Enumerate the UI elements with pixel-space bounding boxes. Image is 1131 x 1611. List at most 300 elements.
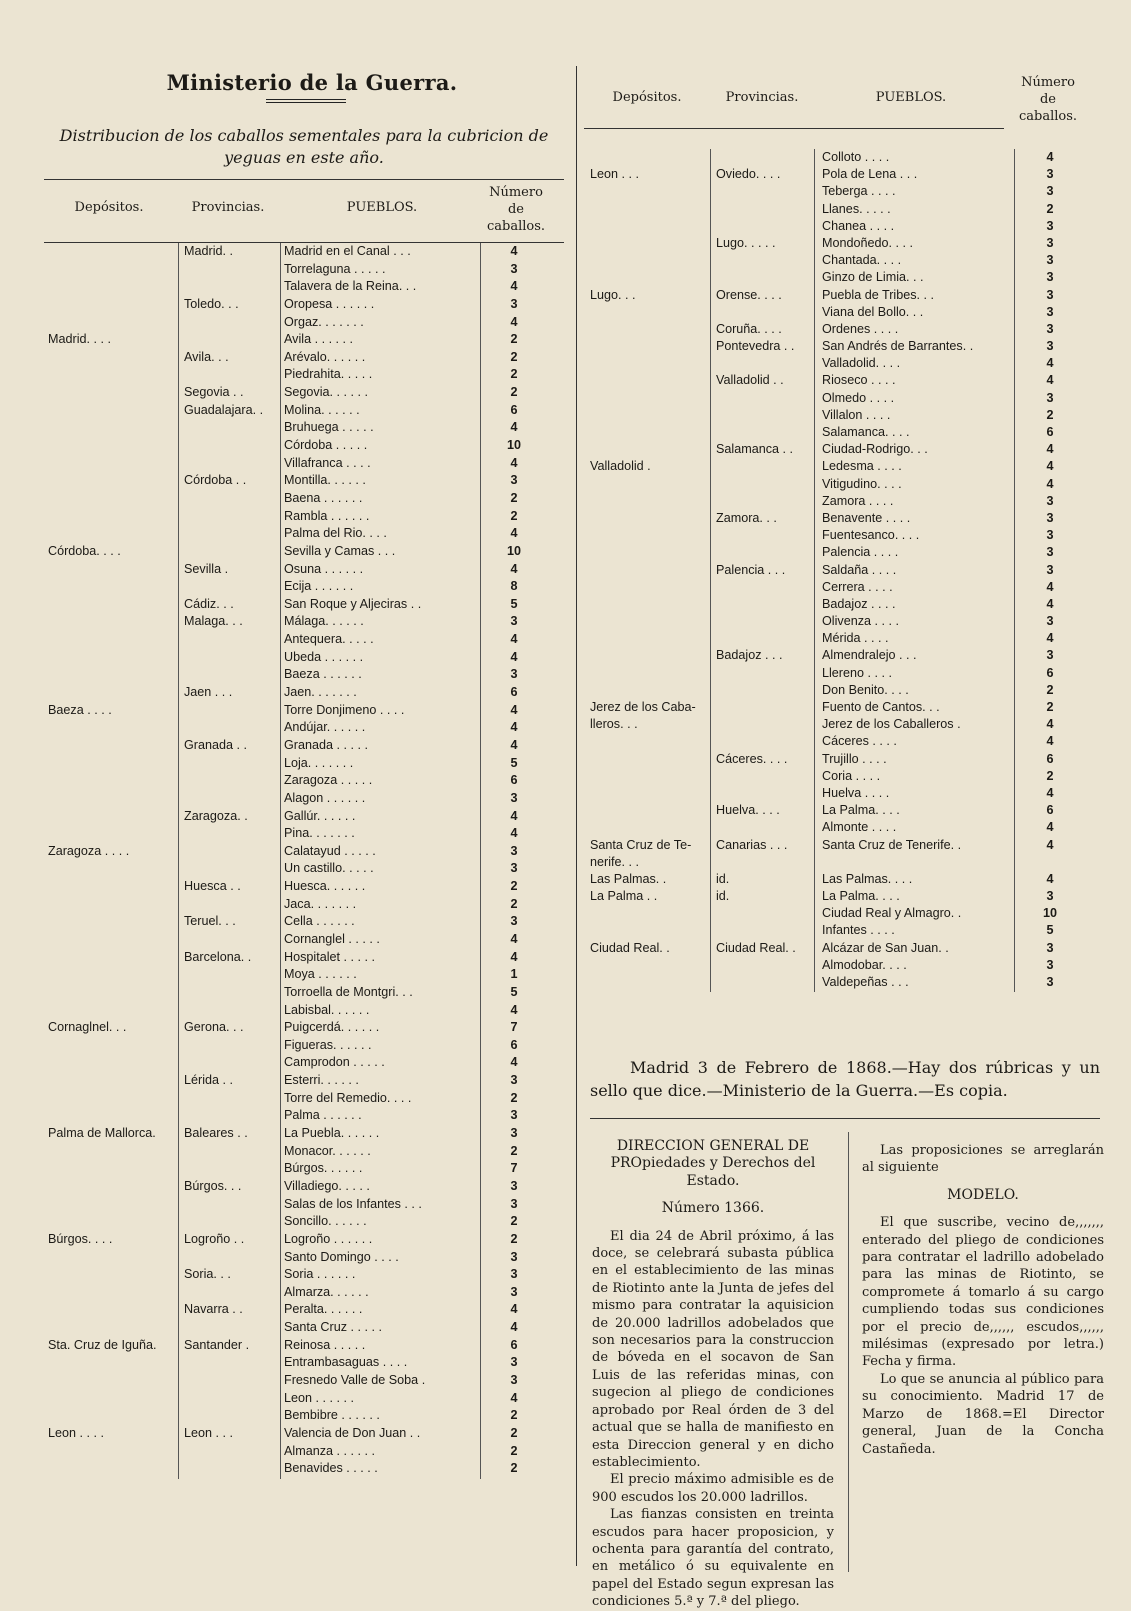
cell-dep: Leon . . . (590, 167, 640, 182)
cell-dep: Córdoba. . . . (48, 543, 121, 558)
table-row (584, 837, 1104, 854)
cell-num: 2 (510, 1214, 518, 1229)
cell-num: 3 (510, 1126, 518, 1141)
cell-num: 3 (1046, 940, 1054, 955)
cell-dep: nerife. . . (590, 854, 639, 869)
cell-num: 2 (510, 1461, 518, 1476)
cell-prov: Cáceres. . . . (716, 751, 788, 766)
cell-num: 4 (510, 1390, 518, 1405)
cell-num: 1 (510, 967, 518, 982)
cell-num: 4 (1046, 356, 1054, 371)
cell-num: 4 (1046, 373, 1054, 388)
table-row (584, 372, 1104, 389)
cell-num: 3 (510, 473, 518, 488)
table-row (44, 349, 564, 367)
table-row (584, 527, 1104, 544)
left-table (44, 243, 564, 1478)
table-row (584, 390, 1104, 407)
table-row (584, 699, 1104, 716)
notice-paragraph-4: Las proposiciones se arreglarán al siguiente (862, 1143, 1104, 1176)
table-row (584, 716, 1104, 733)
table-row (44, 1249, 564, 1267)
cell-num: 6 (510, 1337, 518, 1352)
cell-num: 3 (1046, 167, 1054, 182)
cell-pue: Hospitalet . . . . . (284, 949, 375, 964)
cell-num: 4 (510, 808, 518, 823)
table-row (44, 490, 564, 508)
cell-num: 4 (1046, 459, 1054, 474)
table-row (584, 338, 1104, 355)
cell-prov: Zamora. . . (716, 510, 777, 525)
cell-dep: Ciudad Real. . (590, 940, 670, 955)
table-row (44, 261, 564, 279)
table-row (584, 940, 1104, 957)
table-row (44, 402, 564, 420)
table-row (584, 802, 1104, 819)
cell-pue: Don Benito. . . . (822, 682, 909, 697)
cell-pue: Málaga. . . . . . (284, 614, 364, 629)
cell-num: 3 (1046, 493, 1054, 508)
cell-num: 3 (1046, 648, 1054, 663)
notice-column-1 (592, 1138, 834, 1610)
table-row (44, 631, 564, 649)
table-row (584, 355, 1104, 372)
cell-num: 4 (510, 931, 518, 946)
cell-pue: Villalon . . . . (822, 407, 891, 422)
cell-pue: Bembibre . . . . . . (284, 1408, 380, 1423)
cell-pue: Fresnedo Valle de Soba . (284, 1373, 426, 1387)
table-row (584, 957, 1104, 974)
cell-pue: Madrid en el Canal . . . (284, 244, 411, 258)
cell-prov: Barcelona. . (184, 949, 252, 964)
cell-num: 4 (1046, 442, 1054, 457)
cell-pue: Palma . . . . . . (284, 1108, 362, 1123)
table-row (44, 1054, 564, 1072)
cell-num: 4 (510, 314, 518, 329)
cell-prov: Córdoba . . (184, 473, 247, 488)
cell-pue: Soria . . . . . . (284, 1267, 356, 1282)
table-row (584, 544, 1104, 561)
cell-prov: Baleares . . (184, 1126, 248, 1141)
cell-num: 2 (510, 367, 518, 382)
table-row (584, 733, 1104, 750)
cell-pue: Alcázar de San Juan. . (822, 940, 949, 955)
cell-prov: Huelva. . . . (716, 803, 780, 818)
cell-pue: Oropesa . . . . . . (284, 296, 375, 311)
cell-num: 6 (1046, 665, 1054, 680)
table-row (44, 1072, 564, 1090)
table-row (44, 1372, 564, 1390)
cell-num: 2 (510, 490, 518, 505)
cell-prov: Valladolid . . (716, 373, 784, 388)
table-row (44, 278, 564, 296)
table-row (584, 854, 1104, 871)
cell-pue: Torroella de Montgri. . . (284, 984, 413, 999)
cell-num: 4 (510, 455, 518, 470)
notice-column-separator (848, 1132, 849, 1572)
cell-pue: Olivenza . . . . (822, 614, 899, 629)
cell-num: 4 (510, 632, 518, 647)
cell-prov: Teruel. . . (184, 914, 236, 929)
cell-pue: Ginzo de Limia. . . (822, 270, 924, 285)
cell-num: 8 (510, 579, 518, 594)
cell-prov: Segovia . . (184, 385, 244, 400)
table-row (44, 1443, 564, 1461)
cell-num: 6 (510, 1037, 518, 1052)
cell-prov: Oviedo. . . . (716, 167, 781, 182)
cell-prov: id. (716, 871, 730, 886)
table-row (44, 702, 564, 720)
cell-num: 4 (510, 1302, 518, 1317)
cell-pue: San Andrés de Barrantes. . (822, 339, 974, 354)
table-row (44, 1037, 564, 1055)
cell-pue: Talavera de la Reina. . . (284, 279, 417, 294)
cell-pue: Puigcerdá. . . . . . (284, 1020, 380, 1035)
cell-num: 3 (1046, 528, 1054, 543)
table-row (44, 860, 564, 878)
cell-num: 2 (510, 508, 518, 523)
cell-pue: Santa Cruz . . . . . (284, 1320, 382, 1335)
right-table-header (584, 70, 1104, 128)
cell-num: 2 (510, 1443, 518, 1458)
header-numero: Número de caballos. (486, 185, 546, 234)
cell-num: 3 (510, 1178, 518, 1193)
table-row (44, 1319, 564, 1337)
cell-num: 4 (1046, 150, 1054, 164)
cell-num: 3 (510, 614, 518, 629)
cell-pue: Villafranca . . . . (284, 455, 371, 470)
cell-pue: Jaen. . . . . . . (284, 685, 357, 700)
cell-num: 2 (1046, 700, 1054, 714)
signature-paragraph: Madrid 3 de Febrero de 1868.—Hay dos rúbricas y un sello que dice.—Ministerio de la Guerra.—Es copia. (590, 1058, 1100, 1100)
table-row (584, 458, 1104, 475)
cell-pue: Peralta. . . . . . (284, 1302, 363, 1317)
cell-num: 3 (1046, 304, 1054, 319)
cell-num: 3 (1046, 287, 1054, 302)
cell-pue: Esterri. . . . . . (284, 1073, 359, 1088)
cell-num: 3 (510, 296, 518, 311)
table-row (44, 649, 564, 667)
table-row (44, 1196, 564, 1214)
cell-pue: Leon . . . . . . (284, 1390, 355, 1405)
table-row (44, 296, 564, 314)
cell-num: 3 (1046, 218, 1054, 233)
cell-pue: Sevilla y Camas . . . (284, 543, 396, 558)
cell-pue: Ordenes . . . . (822, 321, 899, 336)
cell-pue: Loja. . . . . . . (284, 755, 354, 770)
cell-num: 3 (510, 1073, 518, 1088)
table-row (44, 1178, 564, 1196)
cell-pue: Fuento de Cantos. . . (822, 700, 940, 714)
cell-num: 5 (510, 596, 518, 611)
cell-pue: Mérida . . . . (822, 631, 889, 646)
cell-pue: La Puebla. . . . . . (284, 1126, 380, 1141)
cell-num: 4 (1046, 734, 1054, 749)
table-row (584, 287, 1104, 304)
cell-num: 5 (510, 755, 518, 770)
table-row (44, 790, 564, 808)
cell-prov: Leon . . . (184, 1425, 234, 1440)
notice-paragraph-5: El que suscribe, vecino de,,,,,,, enterado del pliego de condiciones para contratar el ladrillo adobelado para las minas de Riotinto, se compromete á tomarlo á su cargo cumpliendo todas sus condiciones por el precio de,,,,,, escudos,,,,,, milésimas (expresado por letra.) Fecha y firma. (862, 1215, 1104, 1370)
cell-pue: Reinosa . . . . . (284, 1337, 366, 1352)
table-row (44, 1354, 564, 1372)
table-column-rule (280, 243, 281, 1479)
notice-paragraph-6: Lo que se anuncia al público para su conocimiento. Madrid 17 de Marzo de 1868.=El Director general, Juan de la Concha Castañeda. (862, 1371, 1104, 1457)
cell-pue: Figueras. . . . . . (284, 1037, 372, 1052)
cell-num: 4 (510, 420, 518, 435)
table-row (584, 905, 1104, 922)
cell-num: 4 (1046, 579, 1054, 594)
table-row (584, 613, 1104, 630)
cell-pue: Córdoba . . . . . (284, 438, 368, 453)
cell-prov: Cádiz. . . (184, 596, 234, 611)
cell-prov: Madrid. . (184, 244, 233, 258)
cell-pue: Monacor. . . . . . (284, 1143, 371, 1158)
cell-num: 3 (1046, 614, 1054, 629)
cell-num: 2 (510, 385, 518, 400)
table-row (584, 562, 1104, 579)
cell-prov: Avila. . . (184, 349, 229, 364)
cell-pue: Villadiego. . . . . (284, 1178, 370, 1193)
table-row (44, 472, 564, 490)
cell-pue: La Palma. . . . (822, 889, 900, 904)
table-row (584, 682, 1104, 699)
cell-pue: Puebla de Tribes. . . (822, 287, 935, 302)
cell-dep: Jerez de los Caba- (590, 700, 696, 714)
cell-pue: Ecija . . . . . . (284, 579, 354, 594)
cell-prov: Coruña. . . . (716, 321, 782, 336)
cell-pue: Almendralejo . . . (822, 648, 917, 663)
cell-num: 4 (1046, 476, 1054, 491)
table-row (44, 437, 564, 455)
table-row (44, 1266, 564, 1284)
right-header-numero: Número de caballos. (1018, 75, 1078, 124)
cell-num: 3 (510, 1267, 518, 1282)
cell-prov: Huesca . . (184, 879, 241, 894)
table-row (44, 578, 564, 596)
table-row (44, 719, 564, 737)
cell-num: 4 (510, 1320, 518, 1335)
cell-num: 4 (510, 720, 518, 735)
cell-num: 4 (1046, 717, 1054, 732)
cell-dep: Búrgos. . . . (48, 1231, 113, 1246)
cell-pue: Colloto . . . . (822, 150, 890, 164)
cell-num: 10 (506, 543, 521, 558)
cell-num: 3 (510, 261, 518, 276)
cell-pue: Avila . . . . . . (284, 332, 354, 347)
table-row (584, 166, 1104, 183)
cell-num: 3 (510, 790, 518, 805)
cell-prov: Gerona. . . (184, 1020, 244, 1035)
cell-num: 10 (506, 438, 521, 453)
cell-num: 3 (1046, 270, 1054, 285)
table-row (584, 785, 1104, 802)
cell-num: 6 (510, 685, 518, 700)
cell-num: 3 (1046, 339, 1054, 354)
table-row (44, 243, 564, 261)
cell-pue: Andújar. . . . . . (284, 720, 366, 735)
cell-num: 3 (510, 1355, 518, 1370)
cell-pue: Rambla . . . . . . (284, 508, 370, 523)
cell-dep: lleros. . . (590, 717, 638, 732)
cell-prov: Lérida . . (184, 1073, 234, 1088)
cell-num: 4 (1046, 785, 1054, 800)
cell-num: 2 (1046, 407, 1054, 422)
cell-num: 6 (510, 773, 518, 788)
table-row (584, 579, 1104, 596)
cell-pue: Valdepeñas . . . (822, 975, 909, 989)
table-row (44, 561, 564, 579)
table-row (584, 630, 1104, 647)
cell-num: 3 (510, 1108, 518, 1123)
cell-pue: Valencia de Don Juan . . (284, 1425, 421, 1440)
cell-num: 3 (1046, 889, 1054, 904)
cell-dep: Leon . . . . (48, 1425, 105, 1440)
section-separator (590, 1118, 1100, 1119)
cell-pue: Cella . . . . . . (284, 914, 355, 929)
cell-pue: Salas de los Infantes . . . (284, 1196, 422, 1211)
cell-num: 2 (1046, 682, 1054, 697)
table-row (44, 596, 564, 614)
cell-pue: Torre del Remedio. . . . (284, 1090, 412, 1105)
cell-dep: Lugo. . . (590, 287, 636, 302)
right-header-provincias: Provincias. (725, 90, 799, 105)
cell-num: 2 (1046, 768, 1054, 783)
cell-dep: Las Palmas. . (590, 871, 667, 886)
table-row (584, 407, 1104, 424)
cell-num: 2 (510, 1231, 518, 1246)
cell-dep: La Palma . . (590, 889, 658, 904)
right-table (584, 149, 1104, 991)
cell-pue: Orgaz. . . . . . . (284, 314, 364, 329)
table-row (584, 149, 1104, 166)
table-row (584, 647, 1104, 664)
cell-pue: Baeza . . . . . . (284, 667, 362, 682)
cell-pue: Coria . . . . (822, 768, 881, 783)
cell-pue: Calatayud . . . . . (284, 843, 376, 858)
table-row (44, 1425, 564, 1443)
cell-pue: Infantes . . . . (822, 923, 895, 938)
table-row (584, 888, 1104, 905)
table-row (584, 510, 1104, 527)
table-column-rule (710, 149, 711, 992)
cell-prov: Zaragoza. . (184, 808, 248, 823)
title-rule (266, 99, 346, 103)
cell-num: 2 (510, 1090, 518, 1105)
cell-pue: Bruhuega . . . . . (284, 420, 374, 435)
cell-prov: Granada . . (184, 737, 248, 752)
cell-pue: Labisbal. . . . . . (284, 1002, 370, 1017)
cell-pue: Badajoz . . . . (822, 596, 896, 611)
cell-pue: Salamanca. . . . (822, 425, 910, 439)
cell-pue: Búrgos. . . . . . (284, 1161, 363, 1176)
cell-num: 4 (1046, 837, 1054, 852)
cell-prov: Navarra . . (184, 1302, 243, 1317)
cell-pue: Benavides . . . . . (284, 1461, 378, 1476)
cell-prov: Logroño . . (184, 1231, 245, 1246)
cell-prov: Búrgos. . . (184, 1178, 242, 1193)
table-row (584, 183, 1104, 200)
cell-num: 2 (510, 332, 518, 347)
cell-dep: Cornaglnel. . . (48, 1020, 127, 1035)
table-row (584, 424, 1104, 441)
cell-dep: Madrid. . . . (48, 332, 111, 347)
cell-pue: Chanea . . . . (822, 218, 895, 233)
table-column-rule (480, 243, 481, 1479)
cell-num: 3 (510, 914, 518, 929)
cell-pue: Palencia . . . . (822, 545, 899, 560)
cell-num: 7 (510, 1020, 518, 1035)
cell-pue: Cáceres . . . . (822, 734, 897, 749)
cell-num: 3 (510, 1373, 518, 1387)
table-row (584, 751, 1104, 768)
cell-prov: Palencia . . . (716, 562, 786, 577)
cell-pue: Ciudad Real y Almagro. . (822, 906, 962, 921)
right-header-pueblos: PUEBLOS. (875, 90, 947, 105)
cell-pue: Torrelaguna . . . . . (284, 261, 386, 276)
table-row (44, 1160, 564, 1178)
table-row (44, 984, 564, 1002)
cell-pue: Valladolid. . . . (822, 356, 901, 371)
cell-prov: Lugo. . . . . (716, 235, 776, 250)
table-column-rule (178, 243, 179, 1479)
cell-pue: Ubeda . . . . . . (284, 649, 364, 664)
cell-pue: Llereno . . . . (822, 665, 893, 680)
table-row (44, 1231, 564, 1249)
table-row (44, 314, 564, 332)
table-row (44, 543, 564, 561)
header-depositos: Depósitos. (74, 200, 144, 215)
table-row (44, 772, 564, 790)
cell-prov: Guadalajara. . (184, 402, 264, 417)
table-row (44, 455, 564, 473)
cell-prov: Jaen . . . (184, 685, 233, 700)
table-row (44, 825, 564, 843)
cell-num: 3 (1046, 184, 1054, 199)
cell-pue: Moya . . . . . . (284, 967, 357, 982)
cell-num: 4 (1046, 596, 1054, 611)
cell-num: 3 (510, 667, 518, 682)
cell-pue: Huesca. . . . . . (284, 879, 366, 894)
cell-num: 3 (1046, 957, 1054, 972)
cell-pue: Granada . . . . . (284, 737, 368, 752)
cell-pue: Segovia. . . . . . (284, 385, 368, 400)
cell-pue: Benavente . . . . (822, 510, 911, 525)
cell-prov: Toledo. . . (184, 296, 239, 311)
cell-dep: Santa Cruz de Te- (590, 837, 692, 852)
cell-pue: Logroño . . . . . . (284, 1231, 373, 1246)
cell-pue: Pola de Lena . . . (822, 167, 918, 182)
table-row (44, 525, 564, 543)
cell-pue: Entrambasaguas . . . . (284, 1355, 408, 1370)
cell-dep: Zaragoza . . . . (48, 843, 130, 858)
cell-num: 4 (510, 1055, 518, 1070)
table-row (44, 1407, 564, 1425)
table-row (584, 768, 1104, 785)
cell-prov: Pontevedra . . (716, 339, 795, 354)
cell-pue: Olmedo . . . . (822, 390, 895, 405)
notice-paragraph-1: El dia 24 de Abril próximo, á las doce, se celebrará subasta pública en el establecimiento de las minas de Riotinto ante la Junta de jefes del mismo para contratar la aquisicion de 20.000 ladrillos adobelados que son necesarios para la construccion de bóveda en el socavon de San Luis de las referidas minas, con sugecion al pliego de condiciones aprobado por Real órden de 3 del actual que se halla de manifiesto en esta Direccion general y en dicho establecimiento. (592, 1228, 834, 1470)
cell-pue: Almarza. . . . . . (284, 1284, 369, 1299)
table-row (584, 665, 1104, 682)
table-row (44, 1002, 564, 1020)
header-provincias: Provincias. (191, 200, 265, 215)
table-row (44, 966, 564, 984)
cell-prov: Badajoz . . . (716, 648, 783, 663)
cell-pue: Almodobar. . . . (822, 957, 907, 972)
cell-num: 3 (510, 1284, 518, 1299)
table-row (44, 1337, 564, 1355)
